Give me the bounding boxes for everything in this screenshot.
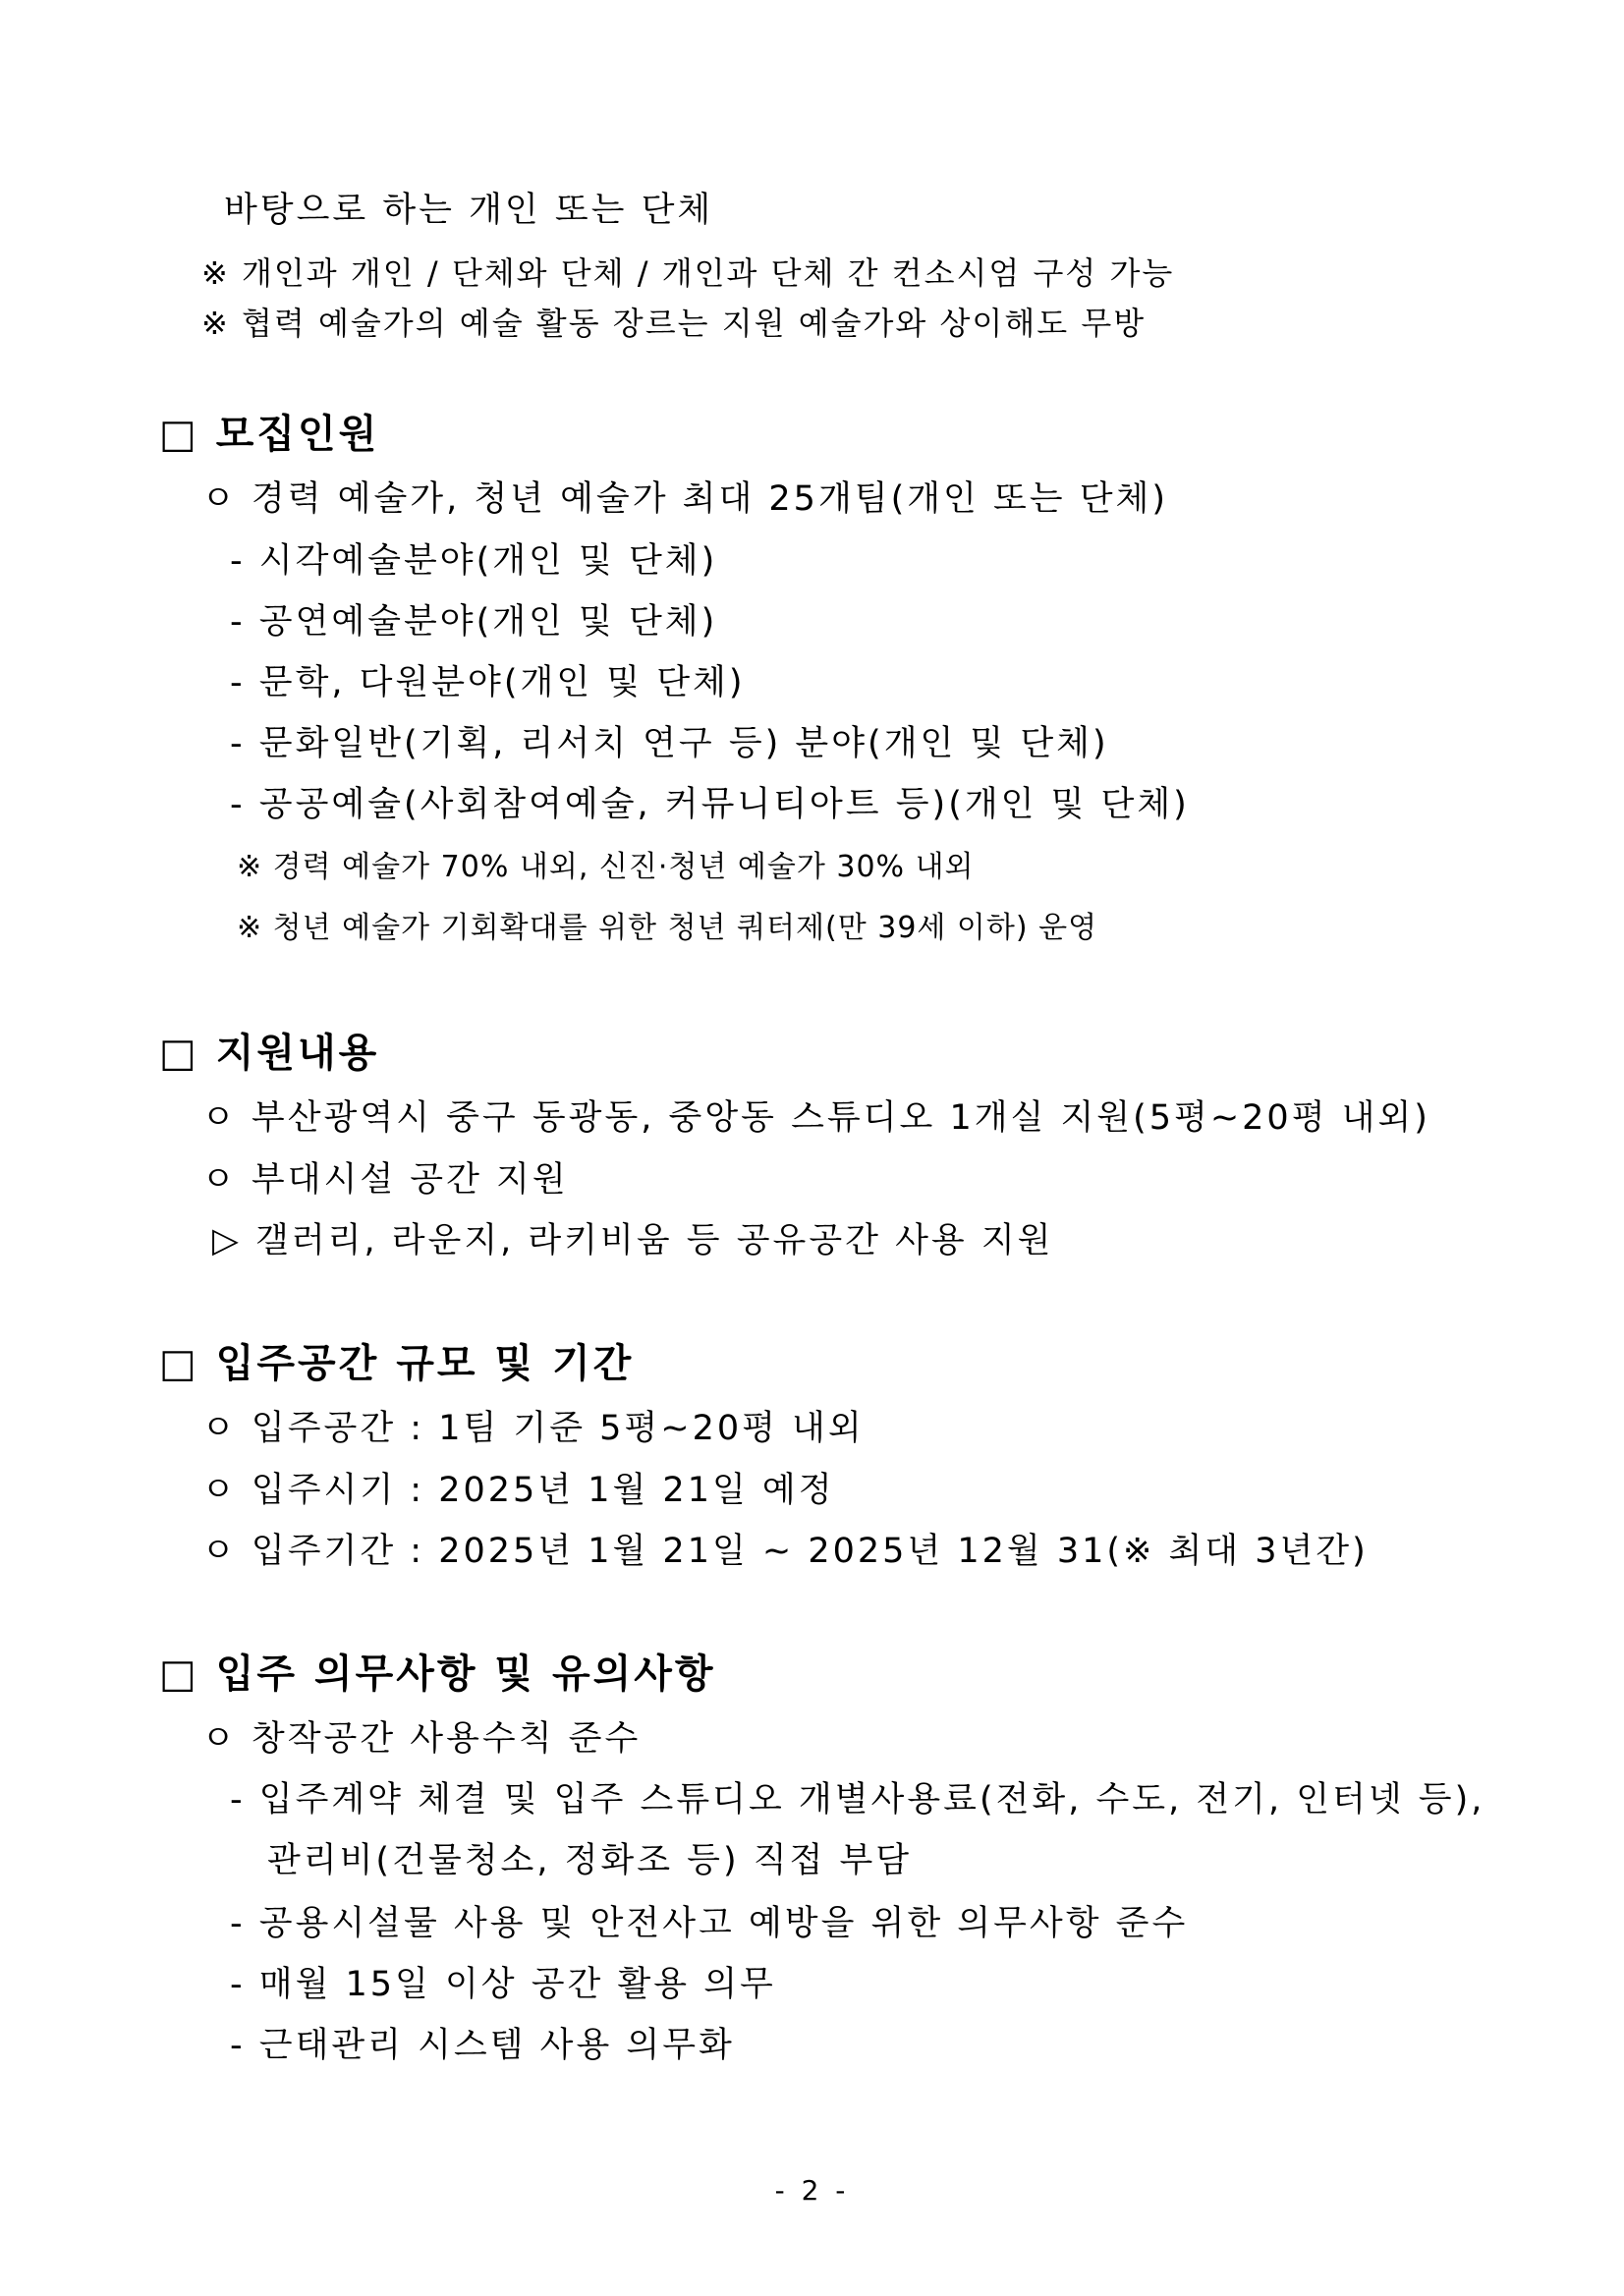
obligations-item: ㅇ 창작공간 사용수칙 준수	[201, 1719, 642, 1759]
recruitment-note-quota: ※ 청년 예술가 기회확대를 위한 청년 쿼터제(만 39세 이하) 운영	[237, 911, 1098, 945]
section-heading-recruitment: □ 모집인원	[159, 412, 380, 457]
intro-note-consortium: ※ 개인과 개인 / 단체와 단체 / 개인과 단체 간 컨소시엄 구성 가능	[201, 254, 1175, 292]
obligations-sub-attendance: - 근태관리 시스템 사용 의무화	[230, 2026, 735, 2065]
space-item-period: ㅇ 입주기간 : 2025년 1월 21일 ~ 2025년 12월 31(※ 최대 3년간)	[201, 1532, 1369, 1571]
recruitment-field-visual: - 시각예술분야(개인 및 단체)	[230, 541, 718, 581]
support-sub-shared-space: ▷ 갤러리, 라운지, 라키비움 등 공유공간 사용 지원	[212, 1221, 1054, 1260]
recruitment-field-public-art: - 공공예술(사회참여예술, 커뮤니티아트 등)(개인 및 단체)	[230, 785, 1190, 824]
section-heading-space: □ 입주공간 규모 및 기간	[159, 1341, 635, 1386]
recruitment-note-ratio: ※ 경력 예술가 70% 내외, 신진·청년 예술가 30% 내외	[237, 850, 975, 884]
recruitment-item: ㅇ 경력 예술가, 청년 예술가 최대 25개팀(개인 또는 단체)	[201, 479, 1168, 519]
support-item-studio: ㅇ 부산광역시 중구 동광동, 중앙동 스튜디오 1개실 지원(5평~20평 내외)	[201, 1098, 1430, 1138]
space-item-size: ㅇ 입주공간 : 1팀 기준 5평~20평 내외	[201, 1409, 865, 1448]
obligations-sub-usage: - 매월 15일 이상 공간 활용 의무	[230, 1965, 776, 2004]
section-heading-obligations: □ 입주 의무사항 및 유의사항	[159, 1652, 716, 1697]
section-heading-support: □ 지원내용	[159, 1031, 380, 1076]
page-number: - 2 -	[774, 2174, 850, 2207]
recruitment-field-culture: - 문화일반(기획, 리서치 연구 등) 분야(개인 및 단체)	[230, 724, 1109, 763]
support-item-facilities: ㅇ 부대시설 공간 지원	[201, 1160, 569, 1200]
space-item-move-in: ㅇ 입주시기 : 2025년 1월 21일 예정	[201, 1471, 835, 1510]
recruitment-field-literature: - 문학, 다원분야(개인 및 단체)	[230, 663, 746, 702]
obligations-sub-costs: - 입주계약 체결 및 입주 스튜디오 개별사용료(전화, 수도, 전기, 인터넷 등),	[230, 1780, 1485, 1820]
obligations-sub-costs-continued: 관리비(건물청소, 정화조 등) 직접 부담	[267, 1841, 913, 1880]
obligations-sub-safety: - 공용시설물 사용 및 안전사고 예방을 위한 의무사항 준수	[230, 1904, 1189, 1943]
intro-note-genre: ※ 협력 예술가의 예술 활동 장르는 지원 예술가와 상이해도 무방	[201, 305, 1147, 342]
recruitment-field-performing: - 공연예술분야(개인 및 단체)	[230, 602, 718, 642]
intro-line: 바탕으로 하는 개인 또는 단체	[224, 191, 714, 230]
